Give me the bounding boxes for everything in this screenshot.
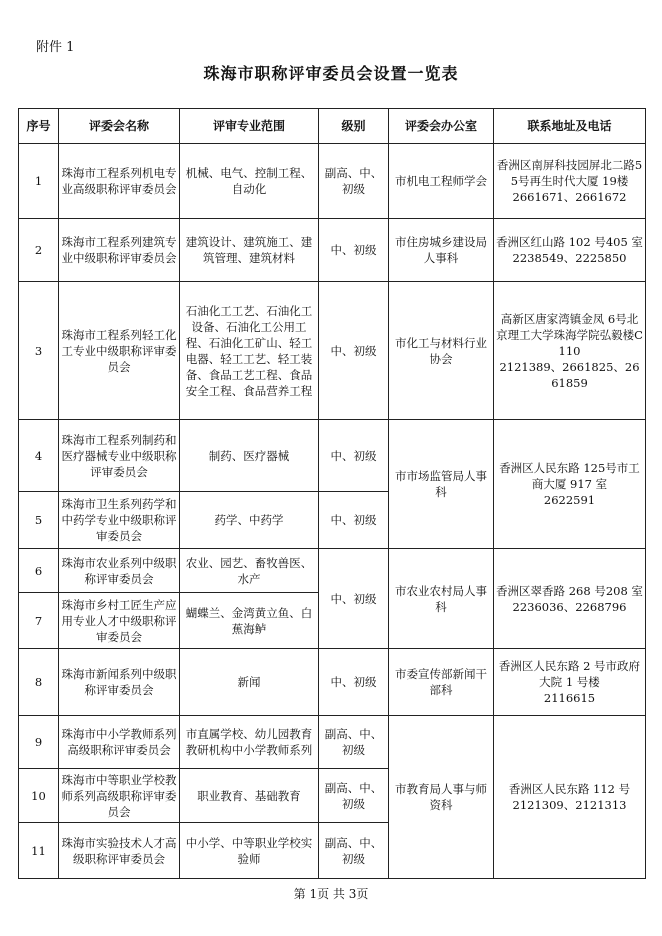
committee-name: 珠海市新闻系列中级职称评审委员会 (59, 649, 180, 716)
page-footer: 第 1页 共 3页 (293, 887, 369, 901)
review-scope: 职业教育、基础教育 (180, 769, 319, 823)
row-number: 7 (19, 593, 59, 649)
review-scope: 建筑设计、建筑施工、建筑管理、建筑材料 (180, 219, 319, 282)
level: 副高、中、初级 (319, 823, 389, 879)
contact: 香洲区翠香路 268 号208 室 2236036、2268796 (494, 549, 646, 649)
contact: 香洲区人民东路 2 号市政府大院 1 号楼 2116615 (494, 649, 646, 716)
table-row (19, 549, 646, 593)
review-scope: 药学、中药学 (180, 492, 319, 549)
committee-name: 珠海市工程系列建筑专业中级职称评审委员会 (59, 219, 180, 282)
row-number: 6 (19, 549, 59, 593)
header-name: 评委会名称 (59, 109, 180, 144)
contact: 香洲区人民东路 125号市工商大厦 917 室 2622591 (494, 420, 646, 549)
office: 市农业农村局人事科 (389, 549, 494, 649)
committee-name: 珠海市农业系列中级职称评审委员会 (59, 549, 180, 593)
table-row (19, 282, 646, 420)
review-scope: 新闻 (180, 649, 319, 716)
contact: 香洲区南屏科技园屏北二路55号再生时代大厦 19楼 2661671、2661672 (494, 144, 646, 219)
header-level: 级别 (319, 109, 389, 144)
office: 市委宣传部新闻干部科 (389, 649, 494, 716)
table-row (19, 716, 646, 769)
committee-name: 珠海市乡村工匠生产应用专业人才中级职称评审委员会 (59, 593, 180, 649)
office: 市化工与材料行业协会 (389, 282, 494, 420)
review-scope: 机械、电气、控制工程、自动化 (180, 144, 319, 219)
header-office: 评委会办公室 (389, 109, 494, 144)
header-no: 序号 (19, 109, 59, 144)
page-title: 珠海市职称评审委员会设置一览表 (203, 64, 459, 83)
contact: 香洲区红山路 102 号405 室 2238549、2225850 (494, 219, 646, 282)
review-scope: 农业、园艺、畜牧兽医、水产 (180, 549, 319, 593)
table-row (19, 219, 646, 282)
level: 中、初级 (319, 649, 389, 716)
contact: 高新区唐家湾镇金凤 6号北京理工大学珠海学院弘毅楼C110 2121389、2661825、2661859 (494, 282, 646, 420)
level: 副高、中、初级 (319, 769, 389, 823)
review-scope: 蝴蝶兰、金湾黄立鱼、白蕉海鲈 (180, 593, 319, 649)
level: 中、初级 (319, 282, 389, 420)
office: 市住房城乡建设局人事科 (389, 219, 494, 282)
header-scope: 评审专业范围 (180, 109, 319, 144)
committee-name: 珠海市卫生系列药学和中药学专业中级职称评审委员会 (59, 492, 180, 549)
office: 市机电工程师学会 (389, 144, 494, 219)
level: 中、初级 (319, 219, 389, 282)
row-number: 9 (19, 716, 59, 769)
level: 中、初级 (319, 420, 389, 492)
review-scope: 制药、医疗器械 (180, 420, 319, 492)
table-row (19, 144, 646, 219)
row-number: 10 (19, 769, 59, 823)
committee-table (18, 108, 646, 879)
committee-name: 珠海市工程系列轻工化工专业中级职称评审委员会 (59, 282, 180, 420)
office: 市市场监管局人事科 (389, 420, 494, 549)
table-row (19, 649, 646, 716)
committee-name: 珠海市实验技术人才高级职称评审委员会 (59, 823, 180, 879)
level: 副高、中、初级 (319, 144, 389, 219)
committee-name: 珠海市工程系列制药和医疗器械专业中级职称评审委员会 (59, 420, 180, 492)
row-number: 8 (19, 649, 59, 716)
committee-name: 珠海市工程系列机电专业高级职称评审委员会 (59, 144, 180, 219)
row-number: 5 (19, 492, 59, 549)
row-number: 3 (19, 282, 59, 420)
office: 市教育局人事与师资科 (389, 716, 494, 879)
row-number: 2 (19, 219, 59, 282)
row-number: 11 (19, 823, 59, 879)
review-scope: 中小学、中等职业学校实验师 (180, 823, 319, 879)
review-scope: 市直属学校、幼儿园教育教研机构中小学教师系列 (180, 716, 319, 769)
committee-name: 珠海市中等职业学校教师系列高级职称评审委员会 (59, 769, 180, 823)
table-header-row (19, 109, 646, 144)
header-contact: 联系地址及电话 (494, 109, 646, 144)
committee-name: 珠海市中小学教师系列高级职称评审委员会 (59, 716, 180, 769)
row-number: 1 (19, 144, 59, 219)
level: 中、初级 (319, 549, 389, 649)
attachment-label: 附件 1 (36, 40, 75, 55)
level: 副高、中、初级 (319, 716, 389, 769)
contact: 香洲区人民东路 112 号 2121309、2121313 (494, 716, 646, 879)
row-number: 4 (19, 420, 59, 492)
level: 中、初级 (319, 492, 389, 549)
review-scope: 石油化工工艺、石油化工设备、石油化工公用工程、石油化工矿山、轻工电器、轻工工艺、轻工装备、食品工艺工程、食品安全工程、食品营养工程 (180, 282, 319, 420)
table-row (19, 420, 646, 492)
